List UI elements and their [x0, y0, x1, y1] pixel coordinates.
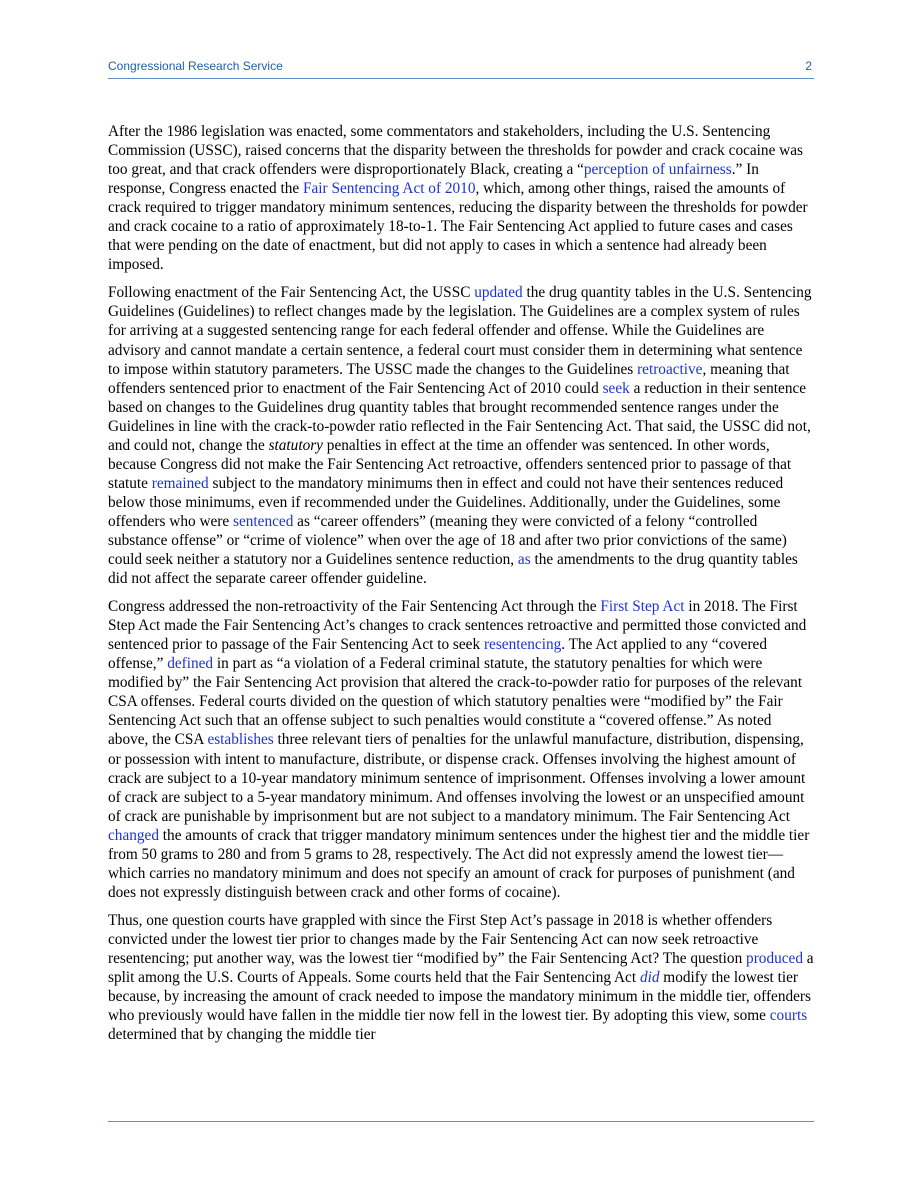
body-text: [108, 122, 814, 1053]
link-fair-sentencing-act-of-2010[interactable]: Fair Sentencing Act of 2010: [302, 180, 476, 198]
link-courts[interactable]: courts: [769, 1007, 808, 1025]
text-run: , which, among other things, raised the amounts of crack required to trigger mandatory minimum sentences, reducing the disparity between the thresholds for powder and crack cocaine to a ratio of approximately 18-to-1. The Fair Sentencing Act applied to future cases and cases that were pending on the date of enactment, but did not apply to cases in which a sentence had already been imposed.: [108, 180, 808, 274]
link-did[interactable]: [640, 969, 660, 986]
text-run: subject to the mandatory minimums then in effect and could not have their sentences reduced below those minimums, even if recommended under the Guidelines. Additionally, under the Guidelines, some offenders who were: [108, 474, 784, 530]
link-resentencing[interactable]: resentencing: [483, 636, 562, 654]
text-run: Following enactment of the Fair Sentencing Act, the USSC: [108, 284, 475, 302]
running-header: [108, 56, 814, 79]
text-run: , meaning that offenders sentenced prior to enactment of the Fair Sentencing Act of 2010 could: [108, 360, 790, 397]
text-run: Thus, one question courts have grappled with since the First Step Act’s passage in 2018 is whether offenders convicted under the lowest tier prior to changes made by the Fair Sentencing Act can now seek retroactive resentencing; put another way, was the lowest tier “modified by” the Fair Sentencing Act? The question: [108, 911, 773, 967]
paragraph: [108, 911, 814, 1044]
link-defined[interactable]: defined: [167, 655, 214, 673]
text-run: determined that by changing the middle tier: [108, 1026, 376, 1044]
text-run: the amendments to the drug quantity tables did not affect the separate career offender guideline.: [108, 551, 798, 588]
page-number: 2: [805, 59, 812, 73]
link-as[interactable]: as: [517, 551, 531, 569]
link-sentenced[interactable]: sentenced: [233, 512, 294, 530]
link-remained[interactable]: remained: [151, 474, 209, 492]
text-run: penalties in effect at the time an offender was sentenced. In other words, because Congress did not make the Fair Sentencing Act retroactive, offenders sentenced prior to passage of that statute: [108, 436, 792, 492]
emphasis[interactable]: did: [639, 969, 660, 987]
text-run: three relevant tiers of penalties for the unlawful manufacture, distribution, dispensing, or possession with intent to manufacture, distribute, or dispense crack. Offenses involving the highest amount of crack are subject to a 10-year mandatory minimum sentence of imprisonment. Offenses involving a lower amount of crack are subject to a 5-year mandatory minimum. And offenses involving the lowest or an unspecified amount of crack are punishable by imprisonment but are not subject to a mandatory minimum. The Fair Sentencing Act: [108, 731, 806, 825]
text-run: Congress addressed the non-retroactivity of the Fair Sentencing Act through the: [108, 598, 601, 616]
link-updated[interactable]: updated: [474, 284, 523, 302]
text-run: a reduction in their sentence based on changes to the Guidelines drug quantity tables that brought recommended sentence ranges under the Guidelines in line with the crack-to-powder ratio reflected in the Fair Sentencing Act. That said, the USSC did not, and could not, change the: [108, 379, 811, 454]
emphasis: statutory: [268, 436, 323, 454]
header-organization: Congressional Research Service: [108, 59, 283, 73]
text-run: . The Act applied to any “covered offense,”: [108, 636, 767, 673]
link-produced[interactable]: produced: [746, 949, 803, 967]
text-run: a split among the U.S. Courts of Appeals. Some courts held that the Fair Sentencing Act: [108, 949, 814, 987]
link-retroactive[interactable]: retroactive: [637, 360, 703, 378]
link-first-step-act[interactable]: First Step Act: [600, 598, 685, 616]
text-run: the amounts of crack that trigger mandatory minimum sentences under the highest tier and the middle tier from 50 grams to 280 and from 5 grams to 28, respectively. The Act did not expressly amend the lowest tier—which carries no mandatory minimum and does not specify an amount of crack for purposes of punishment (and does not expressly distinguish between crack and other forms of cocaine).: [108, 826, 810, 901]
link-changed[interactable]: changed: [108, 826, 159, 844]
link-establishes[interactable]: establishes: [207, 731, 274, 749]
paragraph: [108, 122, 814, 274]
paragraph: [108, 283, 814, 588]
link-seek[interactable]: seek: [602, 379, 630, 397]
text-run: in 2018. The First Step Act made the Fair Sentencing Act’s changes to crack sentences retroactive and permitted those convicted and sentenced prior to passage of the Fair Sentencing Act to seek: [108, 598, 807, 654]
text-run: the drug quantity tables in the U.S. Sentencing Guidelines (Guidelines) to reflect changes made by the legislation. The Guidelines are a complex system of rules for arriving at a suggested sentencing range for each federal offender and offense. While the Guidelines are advisory and cannot mandate a certain sentence, a federal court must consider them in determining what sentence to impose within statutory parameters. The USSC made the changes to the Guidelines: [108, 284, 812, 378]
text-run: modify the lowest tier because, by increasing the amount of crack needed to impose the mandatory minimum in the middle tier, offenders who previously would have fallen in the middle tier now fell in the lowest tier. By adopting this view, some: [108, 969, 811, 1025]
text-run: .” In response, Congress enacted the: [108, 161, 759, 198]
paragraph: [108, 597, 814, 902]
text-run: in part as “a violation of a Federal criminal statute, the statutory penalties for which were modified by” the Fair Sentencing Act provision that altered the crack-to-powder ratio for purposes of the relevant CSA offenses. Federal courts divided on the question of which statutory penalties were “modified by” the Fair Sentencing Act such that an offense subject to such penalties would constitute a “covered offense.” As noted above, the CSA: [108, 655, 803, 749]
text-run: as “career offenders” (meaning they were convicted of a felony “controlled substance offense” or “crime of violence” when over the age of 18 and after two prior convictions of the same) could seek neither a statutory nor a Guidelines sentence reduction,: [108, 512, 787, 569]
link-perception-of-unfairness[interactable]: perception of unfairness: [583, 161, 732, 179]
footer-rule: [108, 1121, 814, 1122]
text-run: After the 1986 legislation was enacted, some commentators and stakeholders, including the U.S. Sentencing Commission (USSC), raised concerns that the disparity between the thresholds for powder and crack cocaine was too great, and that crack offenders were disproportionately Black, creating a “: [108, 123, 803, 179]
